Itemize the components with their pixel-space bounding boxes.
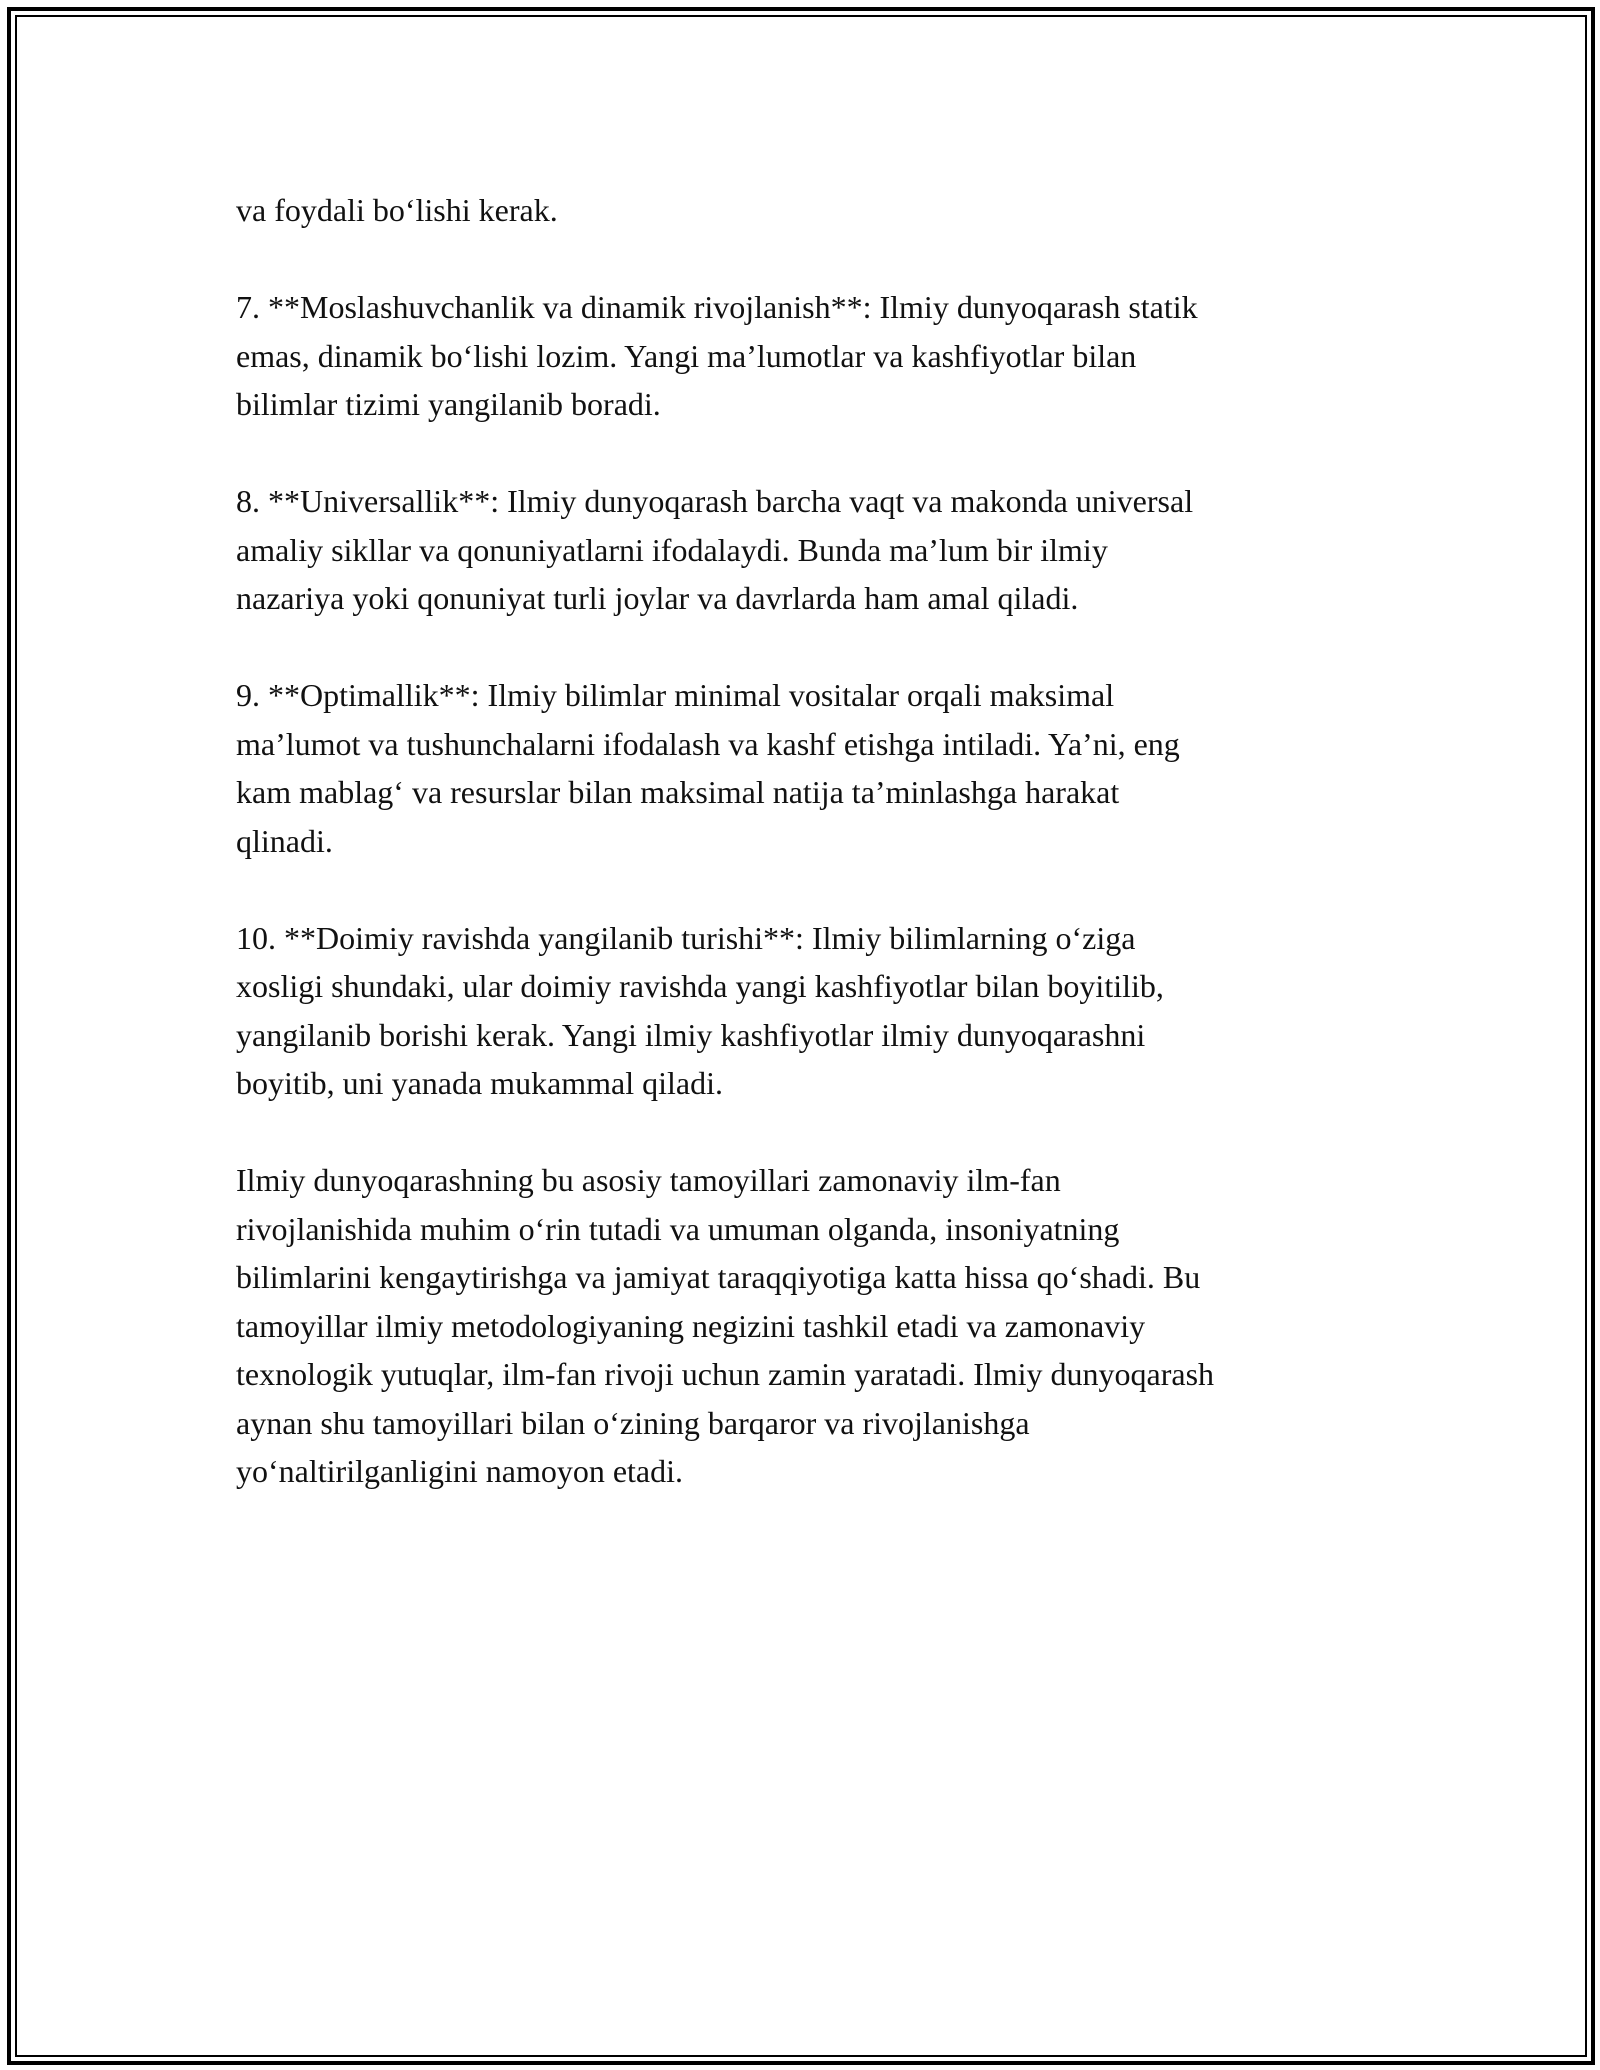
text-line: yo‘naltirilganligini namoyon etadi. [236, 1453, 684, 1489]
paragraph-item-10 [236, 914, 1376, 1108]
paragraph-continuation [236, 186, 1376, 235]
paragraph-conclusion [236, 1156, 1376, 1496]
text-line: bilimlarini kengaytirishga va jamiyat taraqqiyotiga katta hissa qo‘shadi. Bu [236, 1259, 1201, 1295]
text-line: 9. **Optimallik**: Ilmiy bilimlar minimal vositalar orqali maksimal [236, 677, 1115, 713]
text-line: 7. **Moslashuvchanlik va dinamik rivojlanish**: Ilmiy dunyoqarash statik [236, 289, 1198, 325]
text-line: rivojlanishida muhim o‘rin tutadi va umuman olganda, insoniyatning [236, 1210, 1120, 1247]
text-line: amaliy sikllar va qonuniyatlarni ifodalaydi. Bunda ma’lum bir ilmiy [236, 531, 1108, 568]
text-line: Ilmiy dunyoqarashning bu asosiy tamoyillari zamonaviy ilm-fan [236, 1162, 1061, 1198]
text-line: xosligi shundaki, ular doimiy ravishda yangi kashfiyotlar bilan boyitilib, [236, 968, 1164, 1004]
document-body [236, 186, 1376, 1544]
text-line: boyitib, uni yanada mukammal qiladi. [236, 1065, 724, 1101]
text-line: kam mablag‘ va resurslar bilan maksimal natija ta’minlashga harakat [236, 774, 1120, 810]
text-line: va foydali bo‘lishi kerak. [236, 192, 558, 228]
text-line: aynan shu tamoyillari bilan o‘zining barqaror va rivojlanishga [236, 1404, 1030, 1441]
paragraph-item-9 [236, 671, 1376, 865]
text-line: bilimlar tizimi yangilanib boradi. [236, 386, 661, 422]
text-line: emas, dinamik bo‘lishi lozim. Yangi ma’lumotlar va kashfiyotlar bilan [236, 337, 1137, 374]
text-line: 10. **Doimiy ravishda yangilanib turishi**: Ilmiy bilimlarning o‘ziga [236, 919, 1136, 956]
text-line: tamoyillar ilmiy metodologiyaning negizini tashkil etadi va zamonaviy [236, 1307, 1146, 1344]
text-line: qlinadi. [236, 822, 333, 859]
text-line: 8. **Universallik**: Ilmiy dunyoqarash barcha vaqt va makonda universal [236, 483, 1194, 519]
paragraph-item-8 [236, 477, 1376, 623]
text-line: ma’lumot va tushunchalarni ifodalash va kashf etishga intiladi. Ya’ni, eng [236, 725, 1180, 762]
text-line: nazariya yoki qonuniyat turli joylar va davrlarda ham amal qiladi. [236, 580, 1079, 616]
text-line: texnologik yutuqlar, ilm-fan rivoji uchun zamin yaratadi. Ilmiy dunyoqarash [236, 1356, 1215, 1392]
paragraph-item-7 [236, 283, 1376, 429]
text-line: yangilanib borishi kerak. Yangi ilmiy kashfiyotlar ilmiy dunyoqarashni [236, 1016, 1146, 1053]
